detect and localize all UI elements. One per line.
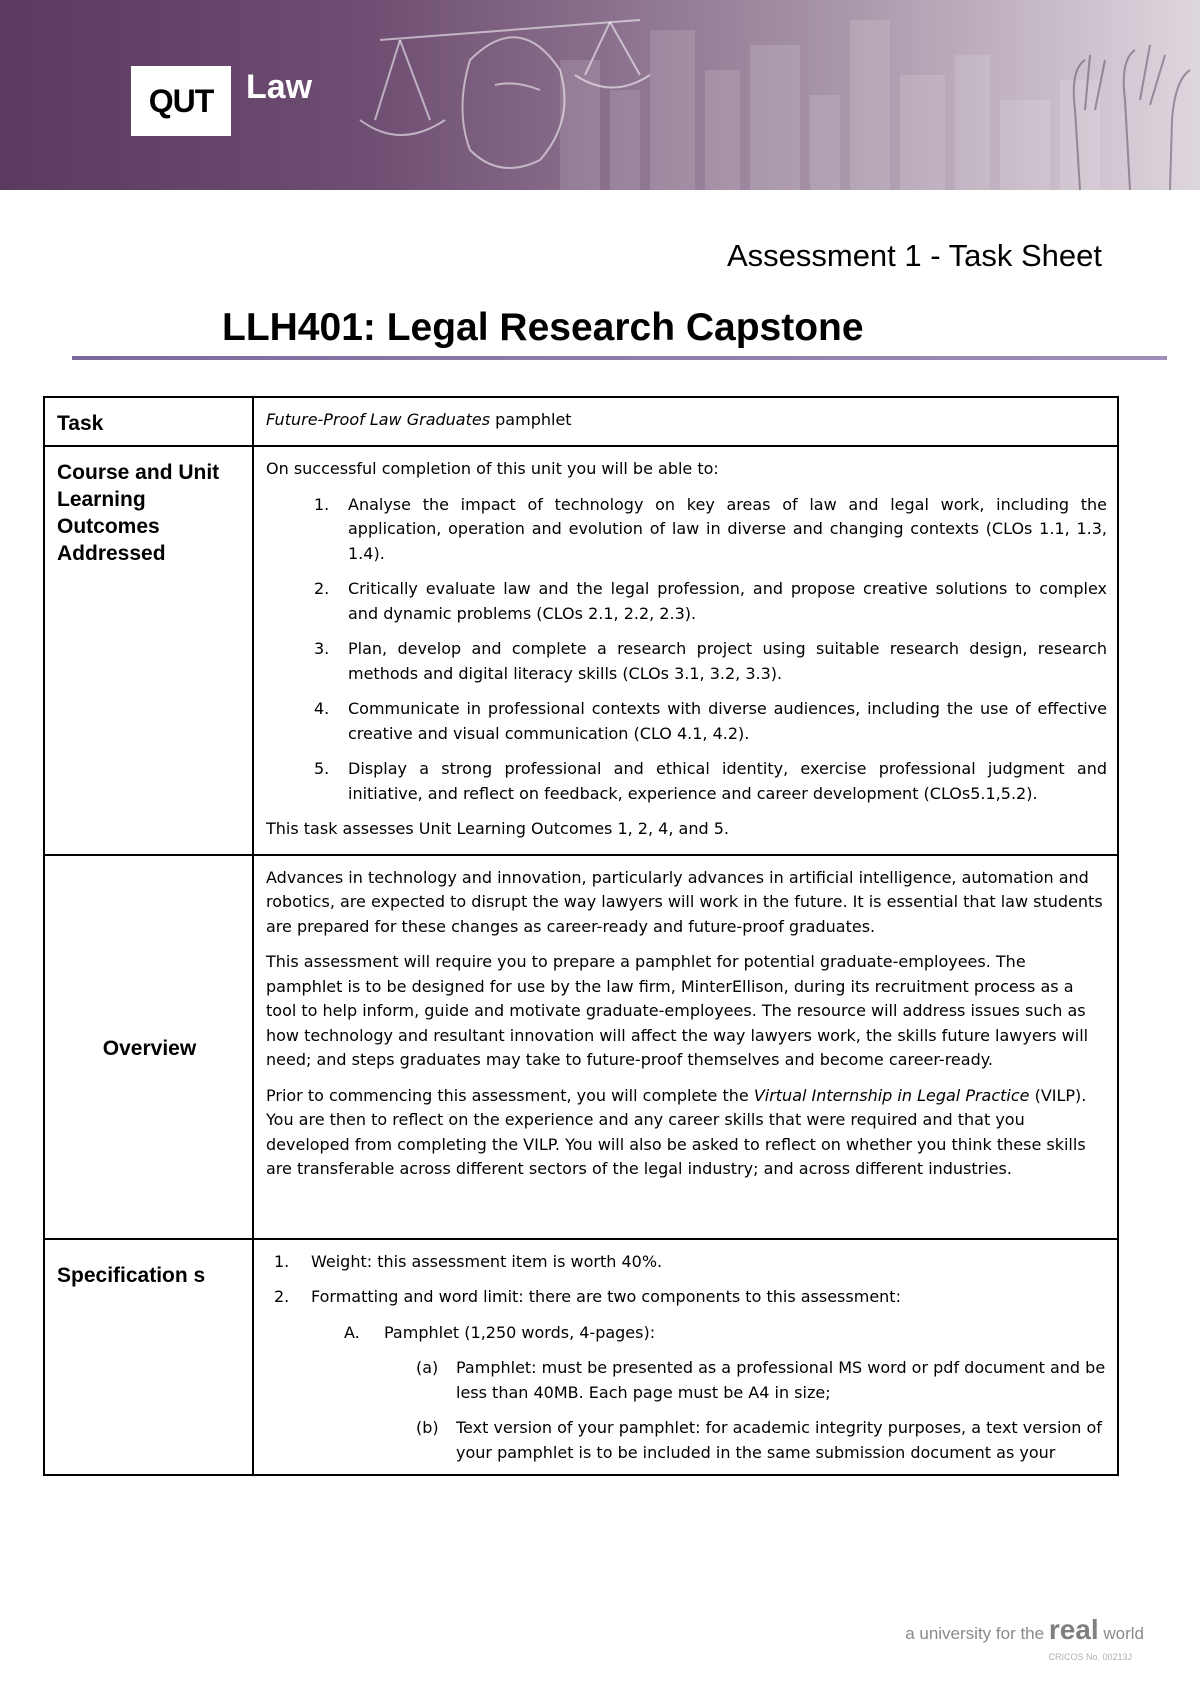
sub-item-text: Pamphlet: must be presented as a professional MS word or pdf document and be less than 40MB. Each page must be A4 in size; — [456, 1358, 1106, 1402]
sub-item-text: Text version of your pamphlet: for academic integrity purposes, a text version of your pamphlet is to be included in the same submission document as your — [456, 1418, 1102, 1462]
specifications-cell — [253, 1239, 1118, 1475]
specifications-content — [266, 1250, 1107, 1464]
header-banner — [0, 0, 1200, 190]
specifications-row — [44, 1239, 1118, 1475]
tagline-real: real — [1048, 1614, 1099, 1645]
sub-item-letter: (a) — [416, 1358, 439, 1377]
outcomes-list — [266, 493, 1107, 807]
sub-item-a2 — [266, 1416, 1107, 1464]
overview-p3-italic: Virtual Internship in Legal Practice — [753, 1085, 1030, 1105]
tagline-suffix: world — [1098, 1624, 1144, 1643]
overview-label: Overview — [44, 855, 253, 1239]
list-number: 1. — [314, 494, 330, 514]
task-sheet-table — [43, 396, 1119, 1476]
specifications-list — [266, 1250, 1107, 1310]
outcomes-closing: This task assesses Unit Learning Outcomes 1, 2, 4, and 5. — [266, 819, 729, 838]
cricos-code: CRICOS No. 00213J — [1048, 1652, 1132, 1662]
outcomes-cell — [253, 446, 1118, 855]
list-text: Analyse the impact of technology on key areas of law and legal work, including the application, operation and evolution of law in diverse and changing contexts (CLOs 1.1, 1.3, 1.4). — [348, 494, 1107, 563]
overview-paragraph-3 — [266, 1084, 1107, 1182]
law-logo-text: Law — [246, 68, 313, 106]
list-text: Critically evaluate law and the legal profession, and propose creative solutions to complex and dynamic problems (CLOs 2.1, 2.2, 2.3). — [348, 579, 1107, 623]
overview-p3-before: Prior to commencing this assessment, you will complete the — [266, 1085, 754, 1105]
specifications-label: Specification s — [44, 1239, 253, 1475]
list-text: Communicate in professional contexts with diverse audiences, including the use of effective creative and visual communication (CLO 4.1, 4.2). — [348, 699, 1107, 743]
scales-of-justice-graphic — [360, 20, 650, 168]
overview-row — [44, 855, 1118, 1239]
outcomes-label: Course and Unit Learning Outcomes Addressed — [44, 446, 253, 855]
list-number: 2. — [314, 579, 330, 598]
task-title-italic: Future-Proof Law Graduates — [266, 410, 491, 429]
sub-item-a — [266, 1321, 1107, 1346]
list-text: Display a strong professional and ethical identity, exercise professional judgment and initiative, and reflect on feedback, experience and career development (CLOs5.1,5.2). — [348, 759, 1107, 803]
list-text: Formatting and word limit: there are two components to this assessment: — [311, 1287, 901, 1306]
list-item — [266, 697, 1107, 746]
title-divider — [72, 356, 1167, 360]
list-text: Plan, develop and complete a research project using suitable research design, research methods and digital literacy skills (CLOs 3.1, 3.2, 3.3). — [348, 639, 1107, 683]
overview-paragraph-1: Advances in technology and innovation, particularly advances in artificial intelligence, automation and robotics, are expected to disrupt the way lawyers will work in the future. It is essential that law students are prepared for these changes as career-ready and future-proof graduates. — [266, 867, 1103, 936]
list-item — [266, 493, 1107, 567]
list-item — [266, 577, 1107, 626]
list-item — [266, 1250, 1107, 1275]
outcomes-intro: On successful completion of this unit you will be able to: — [266, 459, 719, 478]
list-item — [266, 1285, 1107, 1310]
list-text: Weight: this assessment item is worth 40%. — [311, 1251, 663, 1271]
assessment-title: Assessment 1 - Task Sheet — [726, 238, 1102, 273]
task-row — [44, 397, 1118, 446]
sub-item-letter: (b) — [416, 1418, 439, 1437]
qut-logo-text: QUT — [148, 82, 214, 119]
list-number: 2. — [274, 1287, 290, 1306]
task-label: Task — [44, 397, 253, 446]
sub-item-letter: A. — [344, 1322, 360, 1342]
list-number: 5. — [314, 759, 330, 778]
outcomes-row — [44, 446, 1118, 855]
task-cell — [253, 397, 1118, 446]
list-item — [266, 757, 1107, 806]
tagline-prefix: a university for the — [905, 1624, 1049, 1643]
overview-p3-after: (VILP). You are then to reflect on the experience and any career skills that were required and that you developed from completing the VILP. You will also be asked to reflect on whether you think these skills are transferable across different sectors of the legal industry; and across different industries. — [266, 1085, 1087, 1178]
qut-logo — [131, 66, 231, 136]
overview-paragraph-2: This assessment will require you to prepare a pamphlet for potential graduate-employees. The pamphlet is to be designed for use by the law firm, MinterEllison, during its recruitment process as a tool to help inform, guide and motivate graduate-employees. The resource will address issues such as how technology and resultant innovation will affect the way lawyers work, the skills future lawyers will need; and steps graduates may take to future-proof themselves and become career-ready. — [266, 952, 1089, 1069]
sub-item-a1 — [266, 1356, 1107, 1405]
sub-item-text: Pamphlet (1,250 words, 4-pages): — [384, 1322, 656, 1342]
list-number: 3. — [314, 639, 330, 658]
unit-title: LLH401: Legal Research Capstone — [222, 306, 864, 349]
university-tagline — [905, 1614, 1144, 1646]
list-number: 4. — [314, 699, 330, 718]
list-item — [266, 637, 1107, 686]
skyline-graphic — [560, 20, 1100, 190]
overview-cell — [253, 855, 1118, 1239]
task-title-rest: pamphlet — [490, 410, 572, 429]
list-number: 1. — [274, 1251, 290, 1271]
